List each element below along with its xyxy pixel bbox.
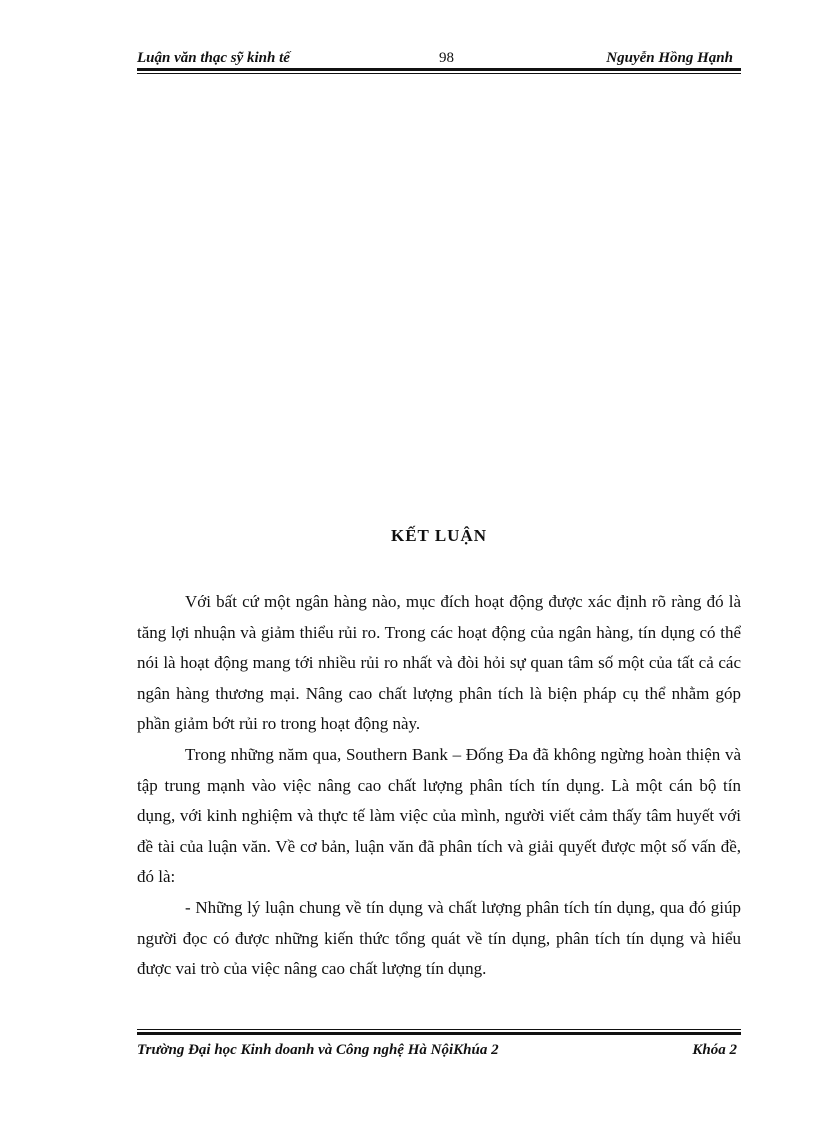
footer-course: Khóa 2 [692,1042,737,1058]
page-footer [137,1040,741,1062]
paragraph-3: - Những lý luận chung về tín dụng và chất lượng phân tích tín dụng, qua đó giúp người đọc có được những kiến thức tổng quát về tín dụng, phân tích tín dụng và hiểu được vai trò của việc nâng cao chất lượng tín dụng. [137,897,741,979]
page-header [137,48,741,70]
header-thesis-type: Luận văn thạc sỹ kinh tế [137,50,290,66]
paragraph-2: Trong những năm qua, Southern Bank – Đống Đa đã không ngừng hoàn thiện và tập trung mạnh vào việc nâng cao chất lượng phân tích tín dụng. Là một cán bộ tín dụng, với kinh nghiệm và thực tế làm việc của mình, người viết cảm thấy tâm huyết với đề tài của luận văn. Về cơ bản, luận văn đã phân tích và giải quyết được một số vấn đề, đó là: [137,744,741,887]
header-rule-thin [137,73,741,74]
paragraph-1: Với bất cứ một ngân hàng nào, mục đích hoạt động được xác định rõ ràng đó là tăng lợi nhuận và giảm thiểu rủi ro. Trong các hoạt động của ngân hàng, tín dụng có thể nói là hoạt động mang tới nhiều rủi ro nhất và đòi hỏi sự quan tâm số một của tất cả các ngân hàng thương mại. Nâng cao chất lượng phân tích là biện pháp cụ thể nhằm góp phần giảm bớt rủi ro trong hoạt động này. [137,592,741,734]
header-rule-thick [137,68,741,71]
body-text [137,587,741,985]
page-number: 98 [439,50,454,66]
section-title: KẾT LUẬN [390,526,487,545]
header-author: Nguyễn Hồng Hạnh [606,50,733,66]
footer-university: Trường Đại học Kinh doanh và Công nghệ Hà NộiKhúa 2 [137,1042,499,1058]
footer-rule-thick [137,1032,741,1035]
footer-rule-thin [137,1029,741,1030]
